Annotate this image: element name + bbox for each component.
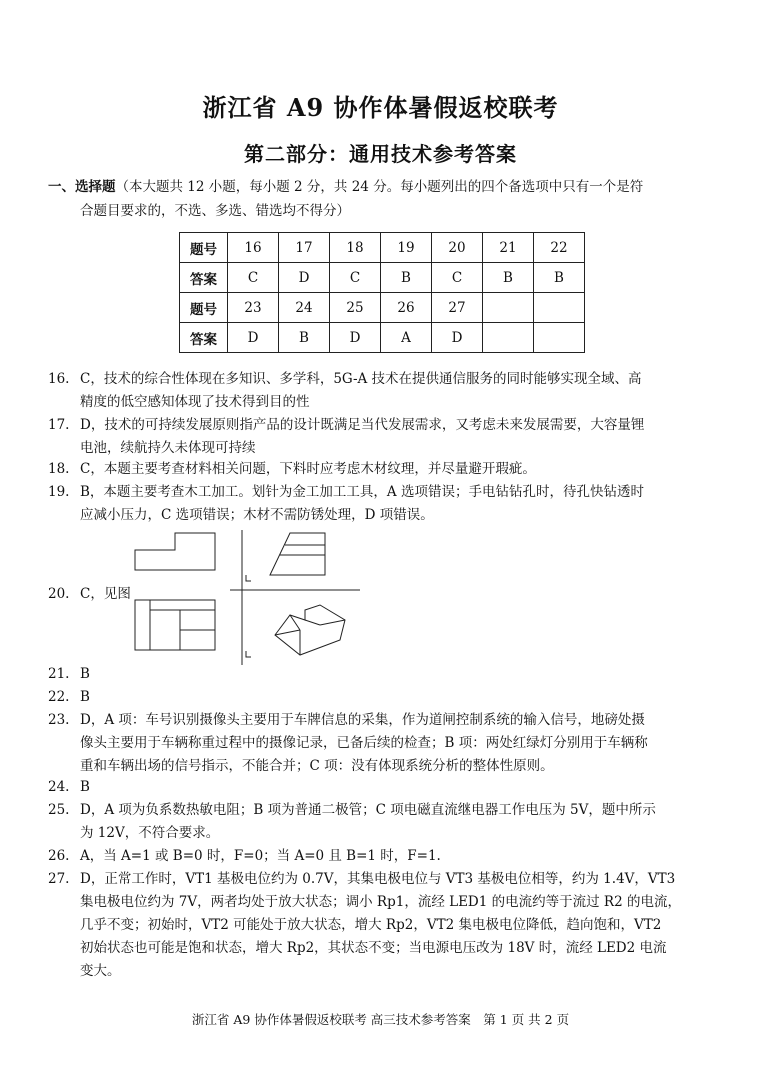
answer-text: D，A 项：车号识别摄像头主要用于车牌信息的采集，作为道闸控制系统的输入信号，地磅处摄 [80, 712, 645, 728]
row-label-question: 题号 [180, 233, 228, 263]
answer-text: A，当 A=1 或 B=0 时，F=0；当 A=0 且 B=1 时，F=1. [80, 848, 441, 864]
page-title: 浙江省 A9 协作体暑假返校联考 [202, 93, 559, 122]
table-cell: 21 [483, 233, 534, 263]
answer-text: D，A 项为负系数热敏电阻；B 项为普通二极管；C 项电磁直流继电器工作电压为 5V，题中所示 [80, 802, 656, 818]
side-view-outline [270, 533, 325, 575]
table-cell [483, 323, 534, 353]
table-cell [534, 293, 585, 323]
answer-text: B [80, 689, 90, 705]
answer-item [48, 868, 718, 983]
table-cell: 23 [228, 293, 279, 323]
answer-text: D，正常工作时，VT1 基极电位约为 0.7V，其集电极电位与 VT3 基极电位相等，约为 1.4V，VT3 [80, 871, 676, 887]
answer-number: 26. [48, 848, 70, 864]
table-cell: C [432, 263, 483, 293]
axis-marker [246, 651, 251, 657]
section-heading: 一、选择题 [48, 179, 116, 195]
table-cell: B [534, 263, 585, 293]
answer-text: B [80, 779, 90, 795]
answer-text: D，技术的可持续发展原则指产品的设计既满足当代发展需求，又考虑未来发展需要，大容量锂 [80, 417, 645, 433]
table-cell: A [381, 323, 432, 353]
answer-item [48, 481, 718, 527]
answer-item [48, 583, 718, 606]
table-cell: 26 [381, 293, 432, 323]
answer-text: 初始状态也可能是饱和状态，增大 Rp2，其状态不变；当电源电压改为 18V 时，流经 LED2 电流 [80, 940, 667, 956]
table-cell: B [483, 263, 534, 293]
answer-item [48, 368, 718, 414]
table-cell: B [381, 263, 432, 293]
answer-text: 变大。 [80, 963, 121, 979]
table-cell: D [330, 323, 381, 353]
table-cell [483, 293, 534, 323]
answer-text: C，见图 [80, 586, 131, 602]
answer-text: 为 12V，不符合要求。 [80, 825, 220, 841]
answer-text: B，本题主要考查木工加工。划针为金工加工工具，A 选项错误；手电钻钻孔时，待孔快钻透时 [80, 484, 644, 500]
table-cell: 22 [534, 233, 585, 263]
table-cell: 17 [279, 233, 330, 263]
answer-text: 应减小压力，C 选项错误；木材不需防锈处理，D 项错误。 [80, 507, 434, 523]
answer-text: B [80, 666, 90, 682]
answer-number: 22. [48, 689, 70, 705]
section-description-line2: 合题目要求的，不选、多选、错选均不得分） [80, 203, 350, 219]
table-cell: D [432, 323, 483, 353]
row-label-question: 题号 [180, 293, 228, 323]
table-row [180, 233, 585, 263]
answer-item [48, 458, 718, 481]
answer-item [48, 845, 718, 868]
table-cell: C [330, 263, 381, 293]
answer-item [48, 776, 718, 799]
isometric-view-outline [275, 605, 345, 655]
row-label-answer: 答案 [180, 263, 228, 293]
answer-number: 21. [48, 666, 70, 682]
table-row [180, 263, 585, 293]
answer-number: 16. [48, 371, 70, 387]
answer-item [48, 799, 718, 845]
answer-text: 集电极电位约为 7V，两者均处于放大状态；调小 Rp1，流经 LED1 的电流约等于流过 R2 的电流， [80, 894, 681, 910]
table-row [180, 293, 585, 323]
page-subtitle: 第二部分：通用技术参考答案 [244, 142, 517, 166]
table-cell [534, 323, 585, 353]
answer-item [48, 709, 718, 778]
answer-text: C，技术的综合性体现在多知识、多学科，5G-A 技术在提供通信服务的同时能够实现全域、高 [80, 371, 642, 387]
answer-text: 重和车辆出场的信号指示，不能合并；C 项：没有体现系统分析的整体性原则。 [80, 758, 554, 774]
answer-item [48, 663, 718, 686]
answer-text: 电池，续航持久未体现可持续 [80, 440, 256, 456]
answer-text: 精度的低空感知体现了技术得到目的性 [80, 394, 310, 410]
answer-text: C，本题主要考查材料相关问题，下料时应考虑木材纹理，并尽量避开瑕疵。 [80, 461, 536, 477]
answer-number: 18. [48, 461, 70, 477]
answer-item [48, 414, 718, 460]
table-row [180, 323, 585, 353]
answer-number: 23. [48, 712, 70, 728]
table-cell: 27 [432, 293, 483, 323]
table-cell: 16 [228, 233, 279, 263]
top-view-outline [135, 600, 215, 650]
answer-text: 像头主要用于车辆称重过程中的摄像记录，已备后续的检查；B 项：两处红绿灯分别用于车辆称 [80, 735, 648, 751]
answer-number: 24. [48, 779, 70, 795]
table-cell: D [279, 263, 330, 293]
table-cell: 19 [381, 233, 432, 263]
answer-number: 19. [48, 484, 70, 500]
row-label-answer: 答案 [180, 323, 228, 353]
table-cell: B [279, 323, 330, 353]
answer-table [179, 232, 585, 353]
front-view-outline [135, 533, 215, 570]
page-footer: 浙江省 A9 协作体暑假返校联考 高三技术参考答案 第 1 页 共 2 页 [191, 1012, 570, 1027]
answer-number: 17. [48, 417, 70, 433]
answer-number: 20. [48, 586, 70, 602]
table-cell: 18 [330, 233, 381, 263]
answer-item [48, 686, 718, 709]
answer-text: 几乎不变；初始时，VT2 可能处于放大状态，增大 Rp2，VT2 集电极电位降低，趋向饱和，VT2 [80, 917, 662, 933]
answer-number: 25. [48, 802, 70, 818]
table-cell: 20 [432, 233, 483, 263]
table-cell: D [228, 323, 279, 353]
table-cell: 24 [279, 293, 330, 323]
section-description-line1: （本大题共 12 小题，每小题 2 分，共 24 分。每小题列出的四个备选项中只有一个是符 [115, 179, 644, 195]
table-cell: 25 [330, 293, 381, 323]
axis-marker [246, 575, 251, 581]
table-cell: C [228, 263, 279, 293]
answer-number: 27. [48, 871, 70, 887]
section-choice-intro [48, 175, 718, 223]
